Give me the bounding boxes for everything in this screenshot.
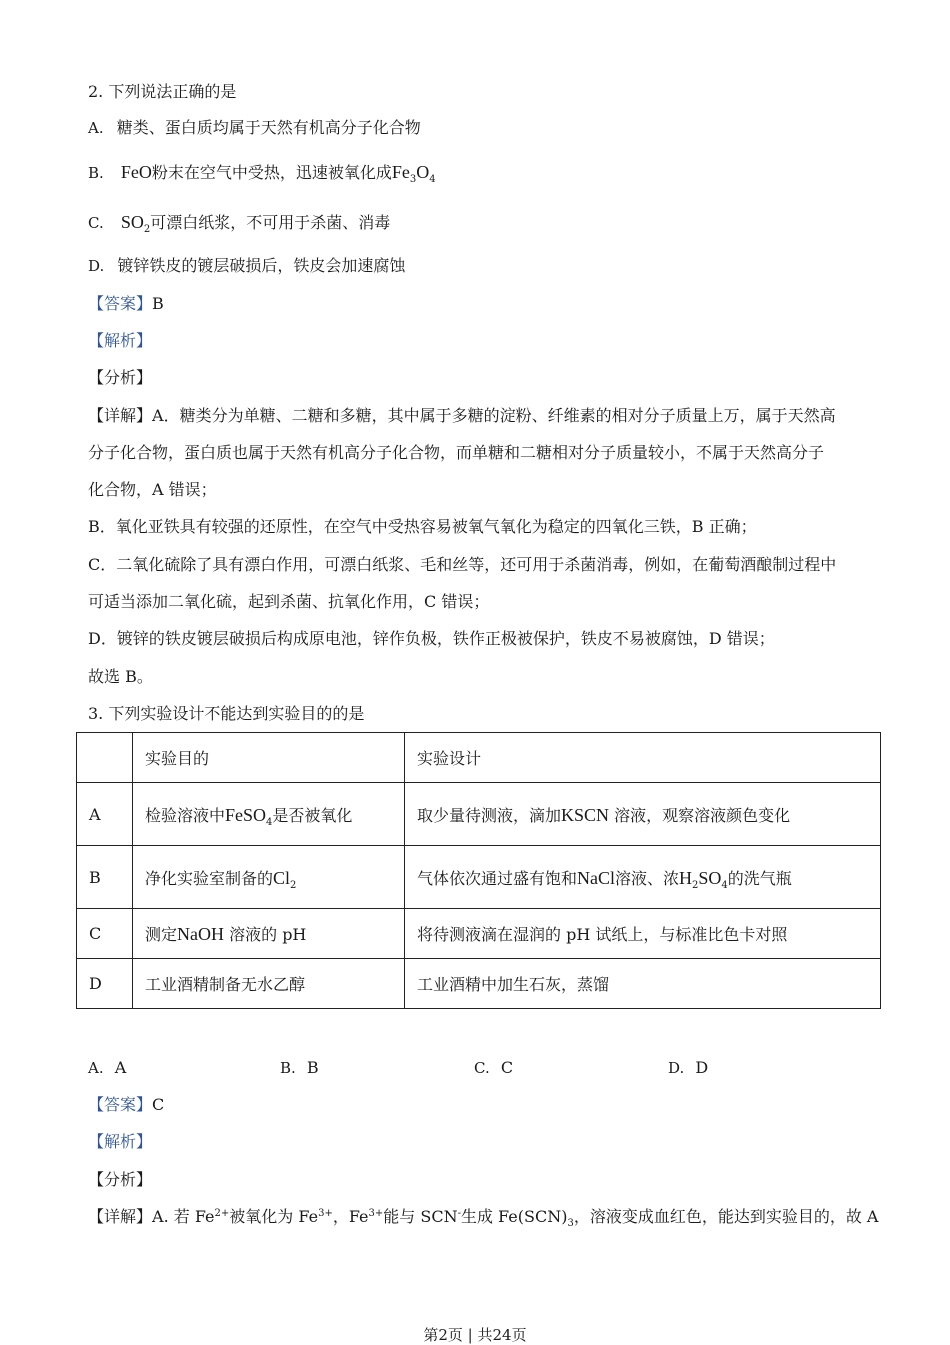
answer-value: C [152,1095,165,1114]
choice-value: B [306,1058,319,1077]
text: 气体依次通过盛有饱和 [417,868,578,888]
q2-option-a [88,118,421,138]
subscript: 3 [567,1218,574,1229]
experiment-table [76,732,881,1009]
choice-label: D. [668,1059,685,1077]
row-key: C [77,909,133,959]
table-header-row [77,733,881,783]
option-label: B. [88,164,104,182]
table-row [77,783,881,846]
table-header-cell: 实验目的 [133,733,405,783]
option-label: C. [88,214,104,232]
choice-value: C [500,1058,514,1077]
choice-label: C. [474,1059,490,1077]
detail-text: A．糖类分为单糖、二糖和多糖，其中属于多糖的淀粉、纤维素的相对分子质量上万，属于天然高 [152,406,836,425]
formula: NaCl [577,867,616,888]
text: 检验溶液中 [145,805,226,825]
table-header-cell: 实验设计 [405,733,881,783]
q2-detail-line-8: 故选 B。 [88,667,153,686]
choice-d [668,1058,708,1077]
option-text: 可漂白纸浆，不可用于杀菌、消毒 [150,213,391,232]
row-design [405,846,881,909]
q2-fenxi-tag: 【分析】 [88,368,153,387]
option-text: 镀锌铁皮的镀层破损后，铁皮会加速腐蚀 [117,256,406,275]
text: 测定 [145,925,178,944]
text: 溶液，观察溶液颜色变化 [609,805,791,825]
answer-tag: 【答案】 [88,1095,153,1114]
text: 生成 Fe(SCN) [460,1207,568,1226]
superscript: 3+ [318,1208,333,1219]
option-text: 糖类、蛋白质均属于天然有机高分子化合物 [116,118,421,137]
text: 是否被氧化 [272,805,353,825]
choice-c [474,1058,513,1077]
text: 溶液的 pH [224,925,307,944]
subscript: 4 [429,174,436,185]
choice-label: B. [280,1059,296,1077]
option-label: A. [88,119,104,137]
q2-stem: 2. 下列说法正确的是 [88,82,237,101]
q3-stem: 3. 下列实验设计不能达到实验目的的是 [88,704,365,723]
formula: O [416,162,430,182]
table-row [77,846,881,909]
text: 的洗气瓶 [727,868,792,888]
formula: SO [698,867,722,888]
text: ，溶液变成血红色，能达到实验目的，故 A [573,1207,879,1226]
q2-detail-line-5: C．二氧化硫除了具有漂白作用，可漂白纸浆、毛和丝等，还可用于杀菌消毒，例如，在葡萄酒酿制过程中 [88,555,837,574]
formula: FeSO [225,804,267,825]
row-purpose [133,783,405,846]
q2-detail-line-4: B．氧化亚铁具有较强的还原性，在空气中受热容易被氧气氧化为稳定的四氧化三铁，B 正确； [88,517,757,536]
text: 被氧化为 Fe [229,1207,319,1226]
table-row [77,959,881,1009]
q2-detail-line-1 [88,406,836,426]
row-purpose [133,846,405,909]
table-row [77,909,881,959]
formula: H [679,867,693,888]
subscript: 4 [266,816,273,828]
text: ，Fe [332,1207,369,1226]
subscript: 2 [143,224,151,235]
answer-value: B [152,294,164,313]
formula: Fe [391,162,410,182]
q2-option-c [88,212,390,236]
formula: Cl [273,867,291,888]
q2-detail-line-3: 化合物，A 错误； [88,480,217,499]
q3-analysis-tag: 【解析】 [88,1132,153,1151]
page-footer: 第2页 | 共24页 [423,1326,527,1344]
text: 取少量待测液，滴加 [417,805,562,825]
row-design: 将待测液滴在湿润的 pH 试纸上，与标准比色卡对照 [405,909,881,959]
subscript: 4 [721,879,728,891]
superscript: 2+ [214,1208,230,1219]
q2-detail-line-6: 可适当添加二氧化硫，起到杀菌、抗氧化作用，C 错误； [88,592,490,611]
text: 能与 SCN [383,1207,458,1226]
q2-option-d [88,256,405,276]
choice-value: A [114,1058,127,1077]
formula: SO [120,212,144,232]
subscript: 3 [409,174,417,185]
choice-a [88,1058,126,1077]
option-label: D. [88,257,105,275]
table-header-cell [77,733,133,783]
formula: FeO [120,162,152,182]
detail-tag: 【详解】 [88,406,153,425]
option-text: 粉末在空气中受热，迅速被氧化成 [151,163,392,182]
text: 溶液、浓 [615,868,680,888]
row-purpose [133,909,405,959]
row-design [405,783,881,846]
q2-answer [88,294,164,314]
text: A. 若 Fe [152,1207,215,1226]
formula: KSCN [561,804,610,825]
subscript: 2 [692,879,699,891]
text: 净化实验室制备的 [145,868,274,888]
row-key: B [77,846,133,909]
q3-answer [88,1095,164,1115]
detail-tag: 【详解】 [88,1207,153,1226]
superscript: - [457,1208,461,1219]
q3-detail-line-1 [88,1207,878,1230]
q2-analysis-tag: 【解析】 [88,331,153,350]
choice-b [280,1058,319,1077]
row-design: 工业酒精中加生石灰，蒸馏 [405,959,881,1009]
row-purpose: 工业酒精制备无水乙醇 [133,959,405,1009]
q3-fenxi-tag: 【分析】 [88,1170,153,1189]
answer-tag: 【答案】 [88,294,153,313]
row-key: D [77,959,133,1009]
choice-label: A. [88,1059,104,1077]
formula: NaOH [177,924,225,944]
q2-option-b [88,162,436,186]
superscript: 3+ [368,1208,384,1219]
q2-detail-line-2: 分子化合物，蛋白质也属于天然有机高分子化合物，而单糖和二糖相对分子质量较小，不属于天然高分子 [88,443,825,462]
choice-value: D [695,1058,709,1077]
row-key: A [77,783,133,846]
q2-detail-line-7: D．镀锌的铁皮镀层破损后构成原电池，锌作负极，铁作正极被保护，铁皮不易被腐蚀，D 错误； [88,629,775,648]
subscript: 2 [290,879,297,891]
